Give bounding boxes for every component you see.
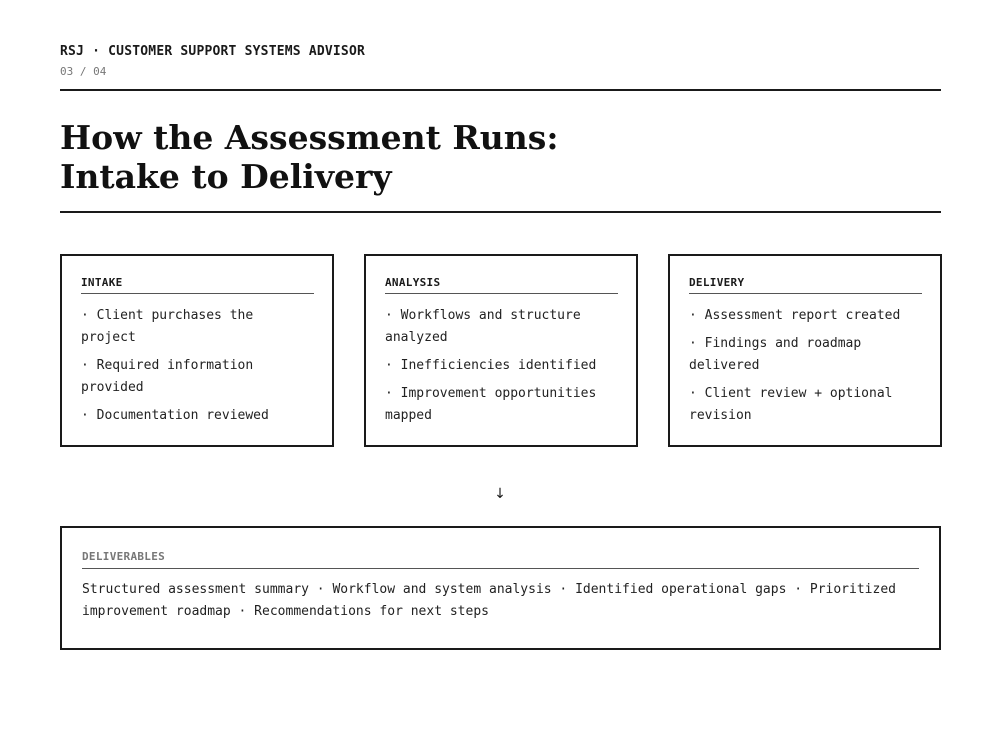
stage-item: · Client purchases the project (81, 308, 254, 345)
slide-header (60, 44, 941, 79)
page-title-line-1: How the Assessment Runs: (60, 118, 559, 157)
stage-card-analysis (364, 254, 638, 447)
stage-heading: INTAKE (81, 276, 314, 294)
deliverables-panel (60, 526, 941, 650)
deliverables-text: Structured assessment summary · Workflow and system analysis · Identified operational gaps · Prioritized improvement roadmap · Recommendations for next steps (82, 582, 896, 619)
stage-item: · Workflows and structure analyzed (385, 308, 581, 345)
stage-item-list (81, 305, 314, 427)
page-title-line-2: Intake to Delivery (60, 157, 392, 196)
stage-card-delivery (668, 254, 942, 447)
title-divider (60, 211, 941, 213)
deliverables-heading: DELIVERABLES (82, 550, 919, 569)
brand-label: RSJ · CUSTOMER SUPPORT SYSTEMS ADVISOR (60, 44, 366, 59)
stage-item: · Inefficiencies identified (385, 358, 597, 373)
stage-item: · Required information provided (81, 358, 254, 395)
stage-item: · Documentation reviewed (81, 408, 269, 423)
stage-item: · Improvement opportunities mapped (385, 386, 597, 423)
stage-item: · Assessment report created (689, 308, 901, 323)
header-divider (60, 89, 941, 91)
stage-card-intake (60, 254, 334, 447)
stage-item: · Findings and roadmap delivered (689, 336, 862, 373)
page-number: 03 / 04 (60, 65, 107, 78)
stage-item-list (689, 305, 922, 427)
page-title (60, 118, 941, 196)
stage-item-list (385, 305, 618, 427)
stage-item: · Client review + optional revision (689, 386, 893, 423)
stage-heading: ANALYSIS (385, 276, 618, 294)
stage-heading: DELIVERY (689, 276, 922, 294)
arrow-down-icon: ↓ (494, 486, 506, 502)
